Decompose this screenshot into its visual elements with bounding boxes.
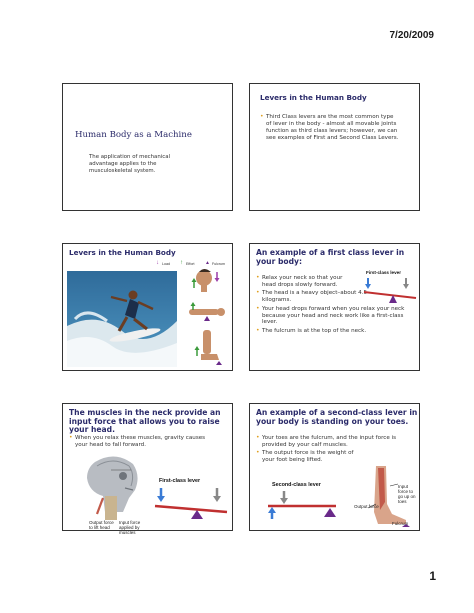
input-force-callout: Input force applied by muscles bbox=[119, 520, 141, 535]
slide-5 bbox=[62, 403, 233, 535]
slide-3 bbox=[62, 243, 233, 371]
fulcrum-callout: Fulcrum bbox=[392, 521, 409, 526]
header-date: 7/20/2009 bbox=[389, 30, 434, 41]
bullet: • Your toes are the fulcrum, and the input force is provided by your calf muscles. bbox=[256, 435, 408, 449]
slide-3-title: Levers in the Human Body bbox=[69, 248, 176, 257]
bullet: • Your head drops forward when you relax your neck because your head and neck work like a first-class lever. bbox=[256, 306, 418, 327]
bullet: • Relax your neck so that your head drops slowly forward. bbox=[256, 275, 346, 289]
slide-4 bbox=[249, 243, 420, 371]
bullet: • The output force is the weight of your foot being lifted. bbox=[256, 450, 356, 464]
slide-1 bbox=[62, 83, 233, 211]
effort-arrow-icon: ↑ bbox=[180, 260, 183, 266]
bullet: • When you relax these muscles, gravity causes your head to fall forward. bbox=[69, 435, 219, 449]
legend-load: Load bbox=[162, 262, 170, 266]
surfer-photo bbox=[67, 271, 177, 367]
output-force-callout: Output force to lift head bbox=[89, 520, 114, 530]
second-class-lever-diagram bbox=[266, 489, 338, 523]
slide-2 bbox=[249, 83, 420, 211]
slide-2-title: Levers in the Human Body bbox=[260, 93, 367, 102]
arm-lever-image bbox=[187, 302, 227, 322]
input-force-toes-callout: Input force to go up on toes bbox=[398, 484, 416, 504]
first-class-lever-diagram bbox=[362, 276, 418, 304]
slide-1-subtitle: The application of mechanical advantage applies to the musculoskeletal system. bbox=[89, 154, 171, 174]
head-lever-image bbox=[187, 266, 227, 294]
slide-6-bullets bbox=[256, 435, 408, 466]
slide-5-title: The muscles in the neck provide an input force that allows you to raise your head. bbox=[69, 408, 221, 435]
slide-1-title: Human Body as a Machine bbox=[75, 130, 192, 140]
slide-6 bbox=[249, 403, 420, 531]
first-class-lever-label-2: First-class lever bbox=[159, 478, 201, 484]
slide-6-title: An example of a second-class lever in your body is standing on your toes. bbox=[256, 408, 418, 426]
slide-2-bullets bbox=[260, 114, 400, 143]
skull-neck-image bbox=[75, 452, 151, 522]
legend-effort: Effort bbox=[186, 262, 195, 266]
bullet: • Third Class levers are the most common type of lever in the body - almost all movable joints function as third class levers; however, we can see examples of First and Second Class Levers. bbox=[260, 114, 400, 142]
output-force-toes-callout: Output force bbox=[354, 504, 379, 509]
bullet: • The head is a heavy object–about 4.5 kilograms. bbox=[256, 290, 368, 304]
legend-fulcrum: Fulcrum bbox=[212, 262, 225, 266]
load-arrow-icon: ↓ bbox=[156, 260, 159, 266]
bullet: • The fulcrum is at the top of the neck. bbox=[256, 328, 418, 335]
fulcrum-triangle-icon: ▲ bbox=[205, 260, 210, 266]
page-number: 1 bbox=[429, 569, 436, 583]
leg-lever-image bbox=[191, 328, 225, 366]
slide-5-bullets bbox=[69, 435, 219, 450]
second-class-lever-label: Second-class lever bbox=[272, 482, 321, 488]
first-class-lever-label: First-class lever bbox=[366, 270, 401, 275]
first-class-lever-diagram-2 bbox=[153, 486, 229, 520]
slide-4-title: An example of a first class lever in your body: bbox=[256, 248, 405, 266]
